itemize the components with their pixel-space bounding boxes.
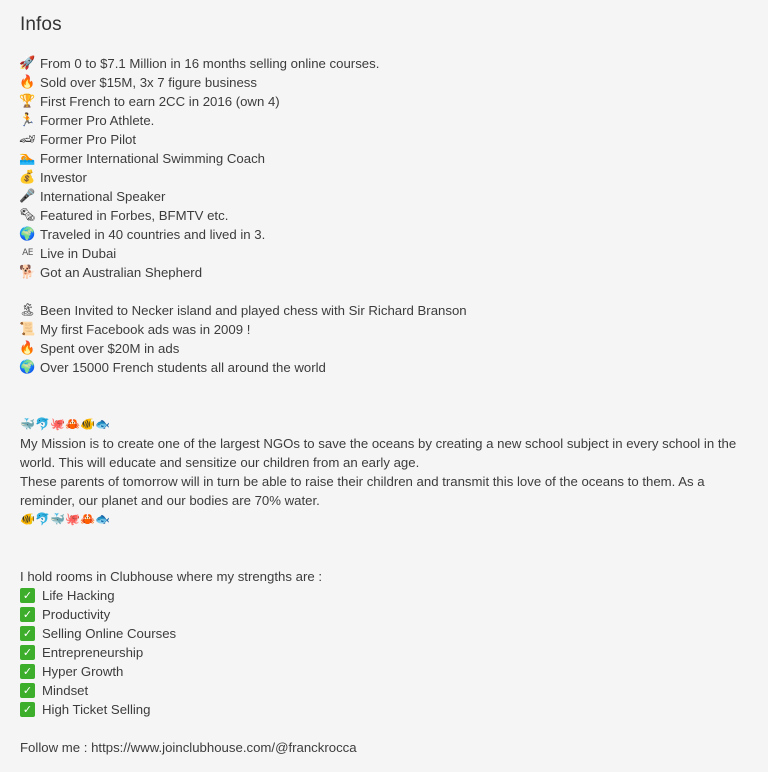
fact-item [20, 206, 755, 225]
fact-text: Spent over $20M in ads [40, 341, 180, 356]
strength-label: Mindset [42, 683, 89, 698]
palm-tree-island-icon: 🏝 [19, 303, 36, 318]
checkmark-icon: ✓ [20, 702, 35, 717]
fact-item [20, 339, 755, 358]
strength-label: High Ticket Selling [42, 702, 151, 717]
sea-creature-icon: 🐳 [20, 417, 35, 431]
fire-icon: 🔥 [19, 75, 36, 90]
spacer [20, 529, 755, 567]
strength-item [20, 624, 755, 643]
money-bag-icon: 💰 [19, 170, 36, 185]
newspaper-icon: 🗞 [19, 208, 36, 223]
fact-text: First French to earn 2CC in 2016 (own 4) [40, 94, 280, 109]
fact-item [20, 73, 755, 92]
strengths-list [20, 586, 755, 719]
section-title: Infos [20, 14, 62, 35]
fact-text: International Speaker [40, 189, 166, 204]
sea-emoji-row-bottom [20, 510, 755, 529]
globe-icon: 🌍 [19, 227, 36, 242]
fire-icon: 🔥 [19, 341, 36, 356]
spacer [20, 377, 755, 415]
strength-label: Selling Online Courses [42, 626, 177, 641]
spacer [20, 282, 755, 301]
fact-item [20, 301, 755, 320]
dog-icon: 🐕 [19, 265, 36, 280]
fact-item [20, 168, 755, 187]
follow-link[interactable]: Follow me : https://www.joinclubhouse.com/@franckrocca [20, 740, 357, 755]
strength-label: Life Hacking [42, 588, 115, 603]
fact-text: My first Facebook ads was in 2009 ! [40, 322, 251, 337]
strength-item [20, 586, 755, 605]
strength-item [20, 681, 755, 700]
checkmark-icon: ✓ [20, 683, 35, 698]
strength-item [20, 643, 755, 662]
facts-list [20, 54, 755, 282]
strength-label: Hyper Growth [42, 664, 124, 679]
sea-creature-icon: 🐟 [95, 417, 110, 431]
mission-text-2: These parents of tomorrow will in turn be able to raise their children and transmit this love of the oceans to them. As a reminder, our planet and our bodies are 70% water. [20, 474, 705, 508]
strength-label: Entrepreneurship [42, 645, 144, 660]
fact-item [20, 320, 755, 339]
fact-text: Featured in Forbes, BFMTV etc. [40, 208, 229, 223]
fact-text: Sold over $15M, 3x 7 figure business [40, 75, 257, 90]
fact-item [20, 130, 755, 149]
checkmark-icon: ✓ [20, 645, 35, 660]
fact-item [20, 187, 755, 206]
swimmer-icon: 🏊 [19, 151, 36, 166]
sea-creature-icon: 🐬 [35, 512, 50, 526]
sea-emoji-row-top [20, 415, 755, 434]
sea-creature-icon: 🐬 [35, 417, 50, 431]
fact-text: Investor [40, 170, 87, 185]
checkmark-icon: ✓ [20, 607, 35, 622]
facts-list-2 [20, 301, 755, 377]
fact-item [20, 244, 755, 263]
clubhouse-intro: I hold rooms in Clubhouse where my strengths are : [20, 569, 322, 584]
fact-text: From 0 to $7.1 Million in 16 months selling online courses. [40, 56, 380, 71]
fact-item [20, 358, 755, 377]
fact-text: Former Pro Athlete. [40, 113, 155, 128]
checkmark-icon: ✓ [20, 664, 35, 679]
fact-item [20, 263, 755, 282]
checkmark-icon: ✓ [20, 588, 35, 603]
race-car-icon: 🏎 [19, 132, 36, 147]
sea-creature-icon: 🐟 [95, 512, 110, 526]
sea-creature-icon: 🐙 [50, 417, 65, 431]
sea-creature-icon: 🐠 [20, 512, 35, 526]
sea-creature-icon: 🐠 [80, 417, 95, 431]
fact-text: Former International Swimming Coach [40, 151, 266, 166]
rocket-icon: 🚀 [19, 56, 36, 71]
athlete-icon: 🏃 [19, 113, 36, 128]
globe-icon: 🌍 [19, 360, 36, 375]
fact-text: Live in Dubai [40, 246, 117, 261]
strength-item [20, 662, 755, 681]
microphone-icon: 🎤 [19, 189, 36, 204]
fact-item [20, 92, 755, 111]
uae-flag-icon: AE [22, 248, 33, 258]
trophy-icon: 🏆 [19, 94, 36, 109]
sea-creature-icon: 🦀 [65, 417, 80, 431]
fact-text: Former Pro Pilot [40, 132, 136, 147]
fact-text: Got an Australian Shepherd [40, 265, 203, 280]
strength-item [20, 700, 755, 719]
fact-text: Traveled in 40 countries and lived in 3. [40, 227, 266, 242]
fact-item [20, 111, 755, 130]
sea-creature-icon: 🦀 [80, 512, 95, 526]
fact-item [20, 54, 755, 73]
fact-item [20, 149, 755, 168]
sea-creature-icon: 🐳 [50, 512, 65, 526]
bio-content [20, 54, 755, 757]
strength-item [20, 605, 755, 624]
fact-text: Over 15000 French students all around the world [40, 360, 326, 375]
strength-label: Productivity [42, 607, 111, 622]
mission-text: My Mission is to create one of the largest NGOs to save the oceans by creating a new school subject in every school in the world. This will educate and sensitize our children from an early age. [20, 436, 737, 470]
fact-text: Been Invited to Necker island and played chess with Sir Richard Branson [40, 303, 467, 318]
scroll-icon: 📜 [19, 322, 36, 337]
fact-item [20, 225, 755, 244]
spacer [20, 719, 755, 738]
sea-creature-icon: 🐙 [65, 512, 80, 526]
checkmark-icon: ✓ [20, 626, 35, 641]
